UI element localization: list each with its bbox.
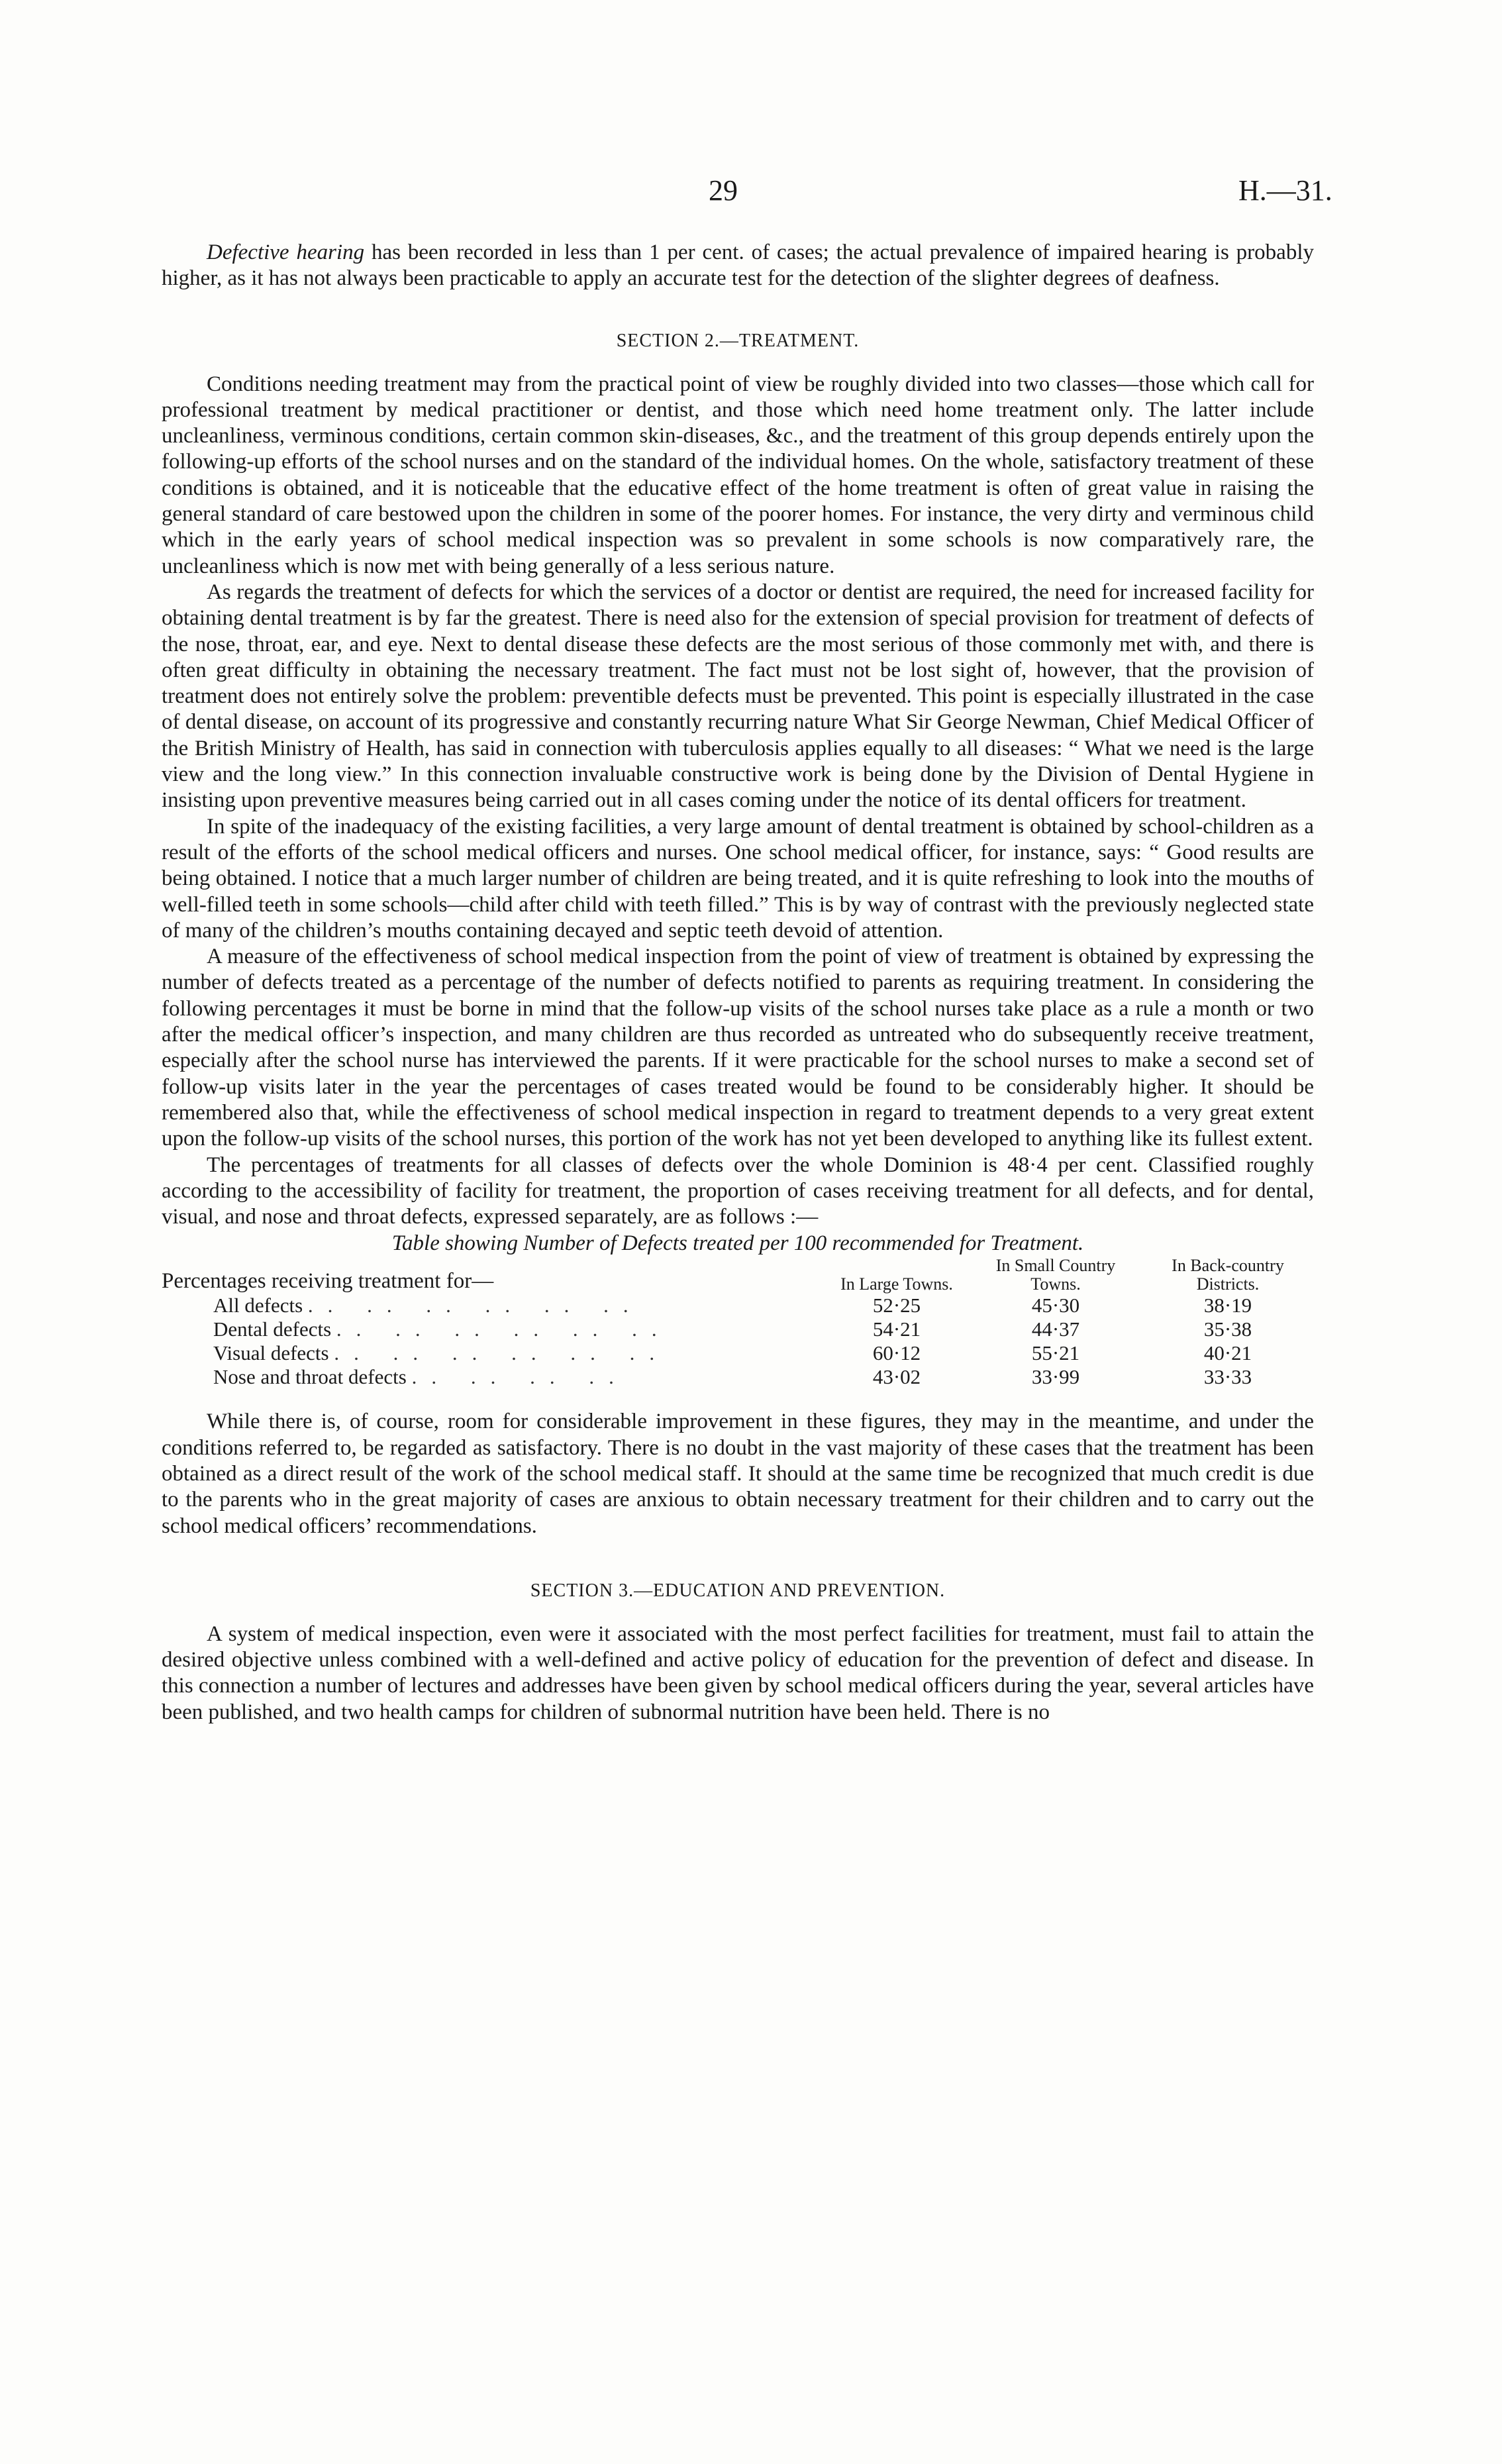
cell-value: 33·33 (1203, 1365, 1252, 1389)
document-reference: H.—31. (1238, 174, 1332, 207)
section-2-paragraph-1: Conditions needing treatment may from the practical point of view be roughly divided into two classes—those which call for professional treatment by medical practitioner or dentist, and those which need home treatment only. The latter include uncleanliness, verminous conditions, certain common skin-diseases, &c., and the treatment of this group depends entirely upon the following-up efforts of the school nurses and on the standard of the individual homes. On the whole, satisfactory treatment of these conditions is obtained, and it is noticeable that the educative effect of the home treatment is often of great value in raising the general standard of care bestowed upon the children in some of the poorer homes. For instance, the very dirty and verminous child which in the early years of school medical inspection was so prevalent in some schools is now comparatively rare, the uncleanliness which is now met with being generally of a less serious nature. (162, 372, 1314, 578)
section-2-paragraph-3: In spite of the inadequacy of the existing facilities, a very large amount of dental treatment is obtained by school-children as a result of the efforts of the school medical officers and nurses. One school medical officer, for instance, says: “ Good results are being obtained. I notice that a much larger number of children are being treated, and it is quite refreshing to look into the mouths of well-filled teeth in some schools—child after child with teeth filled.” This is by way of contrast with the previously neglected state of many of the children’s mouths containing decayed and septic teeth devoid of attention. (162, 814, 1314, 943)
section-2-paragraph-5: The percentages of treatments for all classes of defects over the whole Dominion is 48·4 per cent. Classified roughly according to the accessibility of facility for treatment, the proportion of cases receiving treatment for all defects, and for dental, visual, and nose and throat defects, expressed separately, are as follows :— (162, 1153, 1314, 1229)
row-label: Visual defects .. .. .. .. .. .. (213, 1341, 670, 1365)
row-label: Nose and throat defects .. .. .. .. (213, 1365, 628, 1389)
cell-value: 43·02 (872, 1365, 921, 1389)
intro-text: has been recorded in less than 1 per cent. of cases; the actual prevalence of impaired hearing is probably higher, as it has not always been practicable to apply an accurate test for the detection of the slighter degrees of deafness. (162, 240, 1314, 291)
table-caption: Table showing Number of Defects treated per 100 recommended for Treatment. (391, 1231, 1084, 1256)
cell-value: 55·21 (1031, 1341, 1080, 1365)
column-header: In Back-country Districts. (1172, 1256, 1284, 1294)
column-header: In Large Towns. (840, 1274, 953, 1294)
page-number: 29 (709, 174, 738, 207)
cell-value: 35·38 (1203, 1317, 1252, 1341)
cell-value: 52·25 (872, 1294, 921, 1317)
page-header (0, 174, 1502, 213)
cell-value: 40·21 (1203, 1341, 1252, 1365)
section-2-paragraph-2: As regards the treatment of defects for which the services of a doctor or dentist are required, the need for increased facility for obtaining dental treatment is by far the greatest. There is need also for the extension of special provision for treatment of defects of the nose, throat, ear, and eye. Next to dental disease these defects are the most serious of those commonly met with, and there is often great difficulty in obtaining the necessary treatment. The fact must not be lost sight of, however, that the provision of treatment does not entirely solve the problem: preventible defects must be prevented. This point is especially illustrated in the case of dental disease, on account of its progressive and constantly recurring nature What Sir George Newman, Chief Medical Officer of the British Ministry of Health, has said in connection with tuberculosis applies equally to all diseases: “ What we need is the large view and the long view.” In this connection invaluable constructive work is being done by the Division of Dental Hygiene in insisting upon preventive measures being carried out in all cases coming under the notice of its dental officers for treatment. (162, 580, 1314, 813)
table-row (162, 1317, 1314, 1341)
intro-lead: Defective hearing (207, 240, 365, 264)
defects-table (162, 1257, 1314, 1389)
document-body (162, 240, 1314, 1725)
table-header-row (162, 1257, 1314, 1294)
section-2-closing-paragraph: While there is, of course, room for considerable improvement in these figures, they may in the meantime, and under the conditions referred to, be regarded as satisfactory. There is no doubt in the vast majority of these cases that the treatment has been obtained as a direct result of the work of the school medical staff. It should at the same time be recognized that much credit is due to the parents who in the great majority of cases are anxious to obtain necessary treatment for their children and to carry out the school medical officers’ recommendations. (162, 1410, 1314, 1538)
section-2-paragraph-4: A measure of the effectiveness of school medical inspection from the point of view of treatment is obtained by expressing the number of defects treated as a percentage of the number of defects notified to parents as requiring treatment. In considering the following percentages it must be borne in mind that the follow-up visits of the school nurses take place as a rule a month or two after the medical officer’s inspection, and many children are thus recorded as untreated who do subsequently receive treatment, especially after the school nurse has interviewed the parents. If it were practicable for the school nurses to make a second set of follow-up visits later in the year the percentages of cases treated would be found to be considerably higher. It should be remembered also that, while the effectiveness of school medical inspection in regard to treatment depends to a very great extent upon the follow-up visits of the school nurses, this portion of the work has not yet been developed to anything like its fullest extent. (162, 945, 1314, 1151)
cell-value: 60·12 (872, 1341, 921, 1365)
section-2-heading: SECTION 2.—TREATMENT. (616, 330, 860, 351)
cell-value: 33·99 (1031, 1365, 1080, 1389)
row-header: Percentages receiving treatment for— (162, 1269, 494, 1294)
section-3-heading: SECTION 3.—EDUCATION AND PREVENTION. (530, 1580, 946, 1601)
cell-value: 38·19 (1203, 1294, 1252, 1317)
section-3-paragraph: A system of medical inspection, even were it associated with the most perfect facilities for treatment, must fail to attain the desired objective unless combined with a well-defined and active policy of education for the prevention of defect and disease. In this connection a number of lectures and addresses have been given by school medical officers during the year, several articles have been published, and two health camps for children of subnormal nutrition have been held. There is no (162, 1621, 1314, 1724)
column-header: In Small Country Towns. (995, 1256, 1116, 1294)
row-label: Dental defects .. .. .. .. .. .. (213, 1317, 672, 1341)
intro-paragraph (162, 240, 1314, 292)
cell-value: 44·37 (1031, 1317, 1080, 1341)
cell-value: 45·30 (1031, 1294, 1080, 1317)
row-label: All defects .. .. .. .. .. .. (213, 1294, 643, 1317)
table-row (162, 1294, 1314, 1317)
table-row (162, 1341, 1314, 1365)
table-row (162, 1365, 1314, 1389)
cell-value: 54·21 (872, 1317, 921, 1341)
